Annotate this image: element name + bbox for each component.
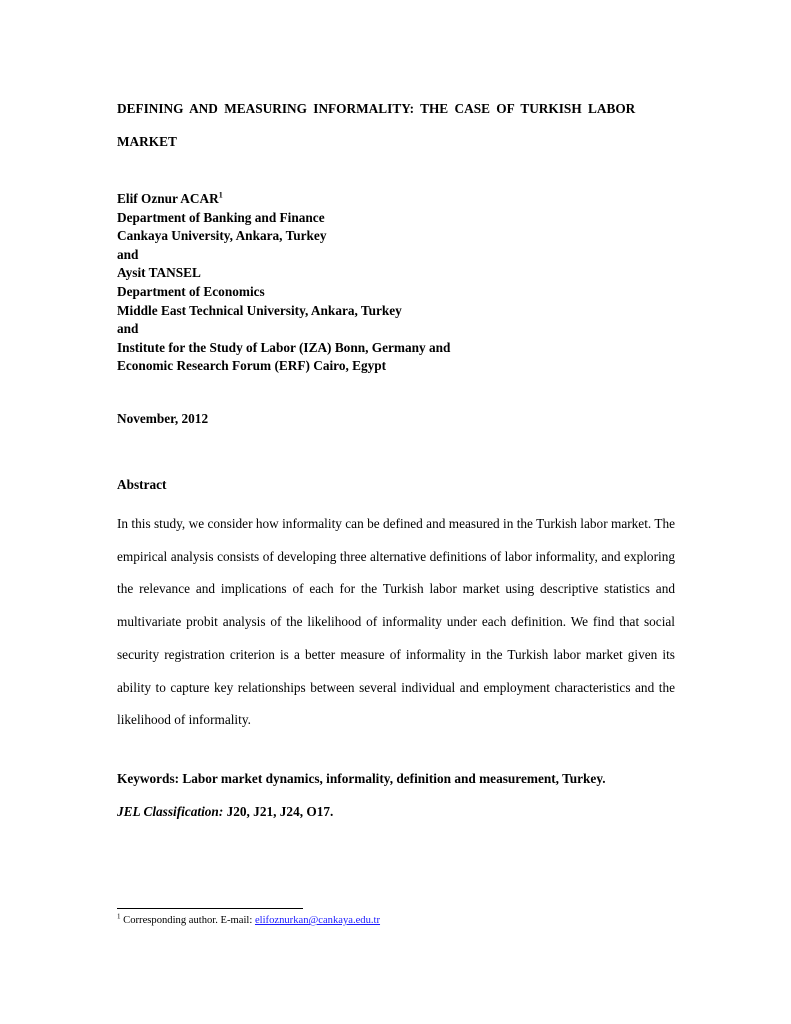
author-1-name: Elif Oznur ACAR — [117, 191, 219, 206]
author-2-university: Middle East Technical University, Ankara, Turkey — [117, 302, 402, 318]
author-1-line — [117, 190, 677, 209]
jel-classification — [117, 804, 677, 820]
abstract-body: In this study, we consider how informality can be defined and measured in the Turkish labor market. The empirical analysis consists of developing three alternative definitions of labor informality, and exploring the relevance and implications of each for the Turkish labor market using descriptive statistics and multivariate probit analysis of the likelihood of informality under each definition. We find that social security registration criterion is a better measure of informality in the Turkish labor market given its ability to capture key relationships between several individual and employment characteristics and the likelihood of informality. — [117, 516, 675, 728]
and-separator: and — [117, 246, 139, 262]
footnote-number: 1 — [117, 912, 121, 921]
author-block — [117, 190, 677, 376]
author-1-university: Cankaya University, Ankara, Turkey — [117, 228, 327, 244]
author-2-name: Aysit TANSEL — [117, 265, 201, 281]
footnote-marker[interactable]: 1 — [218, 190, 223, 200]
abstract-heading: Abstract — [117, 477, 167, 492]
footnote-text: Corresponding author. E-mail: — [120, 915, 255, 926]
jel-label: JEL Classification: — [117, 804, 224, 819]
author-2-institute: Institute for the Study of Labor (IZA) Bonn, Germany and — [117, 339, 451, 355]
jel-codes: J20, J21, J24, O17. — [223, 804, 334, 819]
footnote — [117, 912, 381, 926]
footnote-divider — [117, 908, 303, 909]
author-2-department: Department of Economics — [117, 283, 265, 299]
email-link[interactable]: elifoznurkan@cankaya.edu.tr — [254, 915, 381, 926]
publication-date: November, 2012 — [117, 411, 209, 426]
author-1-department: Department of Banking and Finance — [117, 209, 325, 225]
author-2-forum: Economic Research Forum (ERF) Cairo, Egypt — [117, 358, 387, 374]
and-separator: and — [117, 321, 139, 337]
paper-title: DEFINING AND MEASURING INFORMALITY: THE CASE OF TURKISH LABOR MARKET — [117, 101, 636, 149]
keywords: Keywords: Labor market dynamics, informality, definition and measurement, Turkey. — [117, 771, 606, 786]
